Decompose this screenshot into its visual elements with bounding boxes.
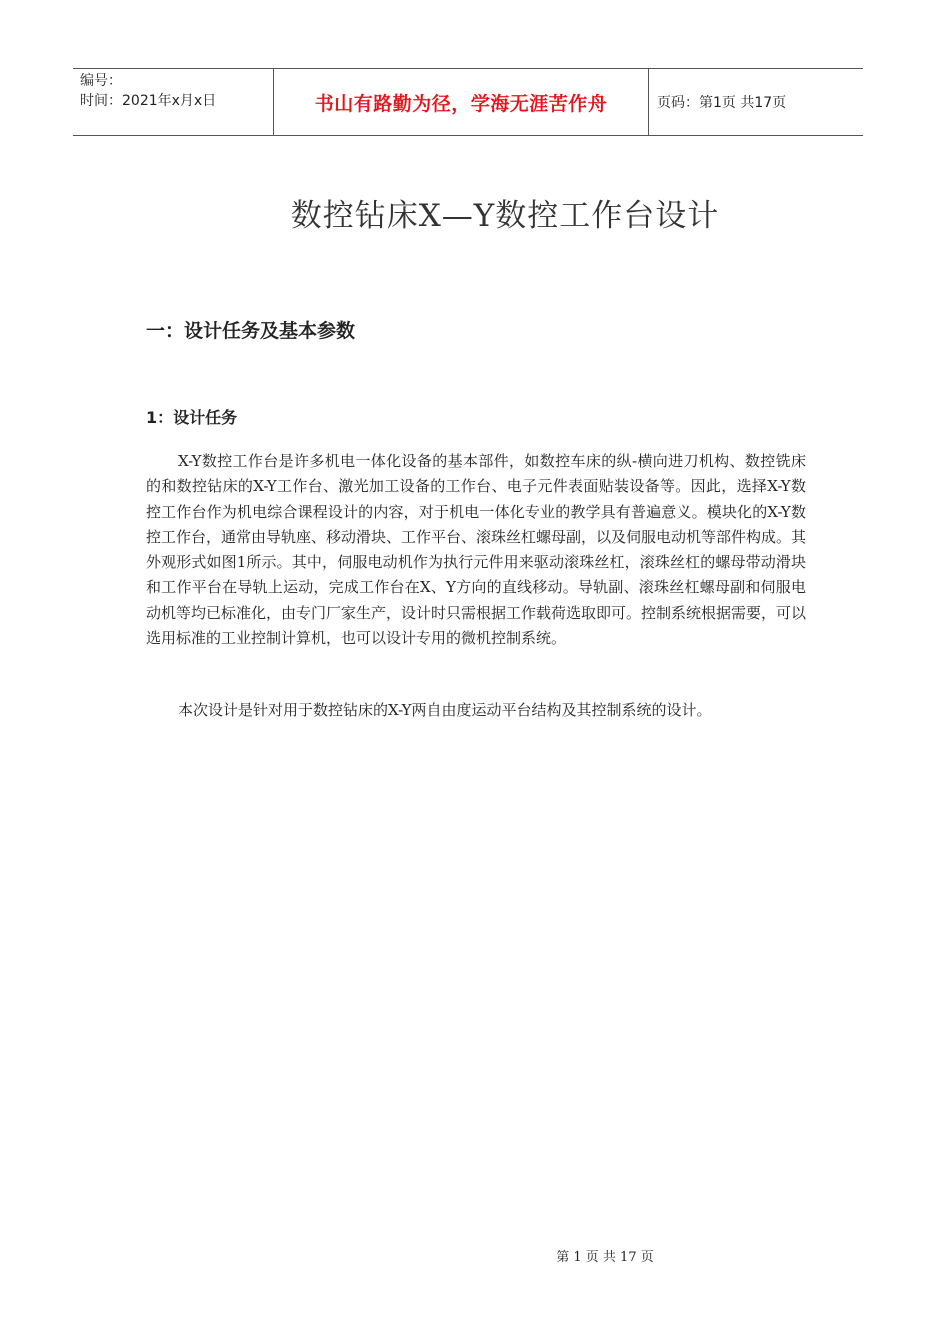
- page-header: [73, 68, 863, 136]
- body-paragraph: X-Y数控工作台是许多机电一体化设备的基本部件，如数控车床的纵-横向进刀机构、数控铣床的和数控钻床的X-Y工作台、激光加工设备的工作台、电子元件表面贴装设备等。因此，选择X-Y数控工作台作为机电综合课程设计的内容，对于机电一体化专业的教学具有普遍意义。模块化的X-Y数控工作台，通常由导轨座、移动滑块、工作平台、滚珠丝杠螺母副，以及伺服电动机等部件构成。其外观形式如图1所示。其中，伺服电动机作为执行元件用来驱动滚珠丝杠，滚珠丝杠的螺母带动滑块和工作平台在导轨上运动，完成工作台在X、Y方向的直线移动。导轨副、滚珠丝杠螺母副和伺服电动机等均已标准化，由专门厂家生产，设计时只需根据工作载荷选取即可。控制系统根据需要，可以选用标准的工业控制计算机，也可以设计专用的微机控制系统。: [146, 452, 807, 648]
- header-motto-cell: [274, 69, 649, 135]
- header-page-cell: [649, 69, 863, 135]
- header-page-info: 页码：第1页 共17页: [657, 95, 787, 111]
- document-number-label: 编号：: [80, 73, 122, 89]
- page-footer: 第 1 页 共 17 页: [556, 1250, 654, 1265]
- body-paragraph: 本次设计是针对用于数控钻床的X-Y两自由度运动平台结构及其控制系统的设计。: [178, 701, 712, 719]
- section-heading: 一：设计任务及基本参数: [146, 320, 356, 342]
- document-title: 数控钻床X—Y数控工作台设计: [290, 198, 720, 234]
- document-time-label: 时间：2021年x月x日: [80, 93, 217, 109]
- header-meta-cell: [73, 69, 274, 135]
- header-motto: 书山有路勤为径，学海无涯苦作舟: [314, 92, 608, 115]
- sub-heading: 1：设计任务: [146, 408, 238, 427]
